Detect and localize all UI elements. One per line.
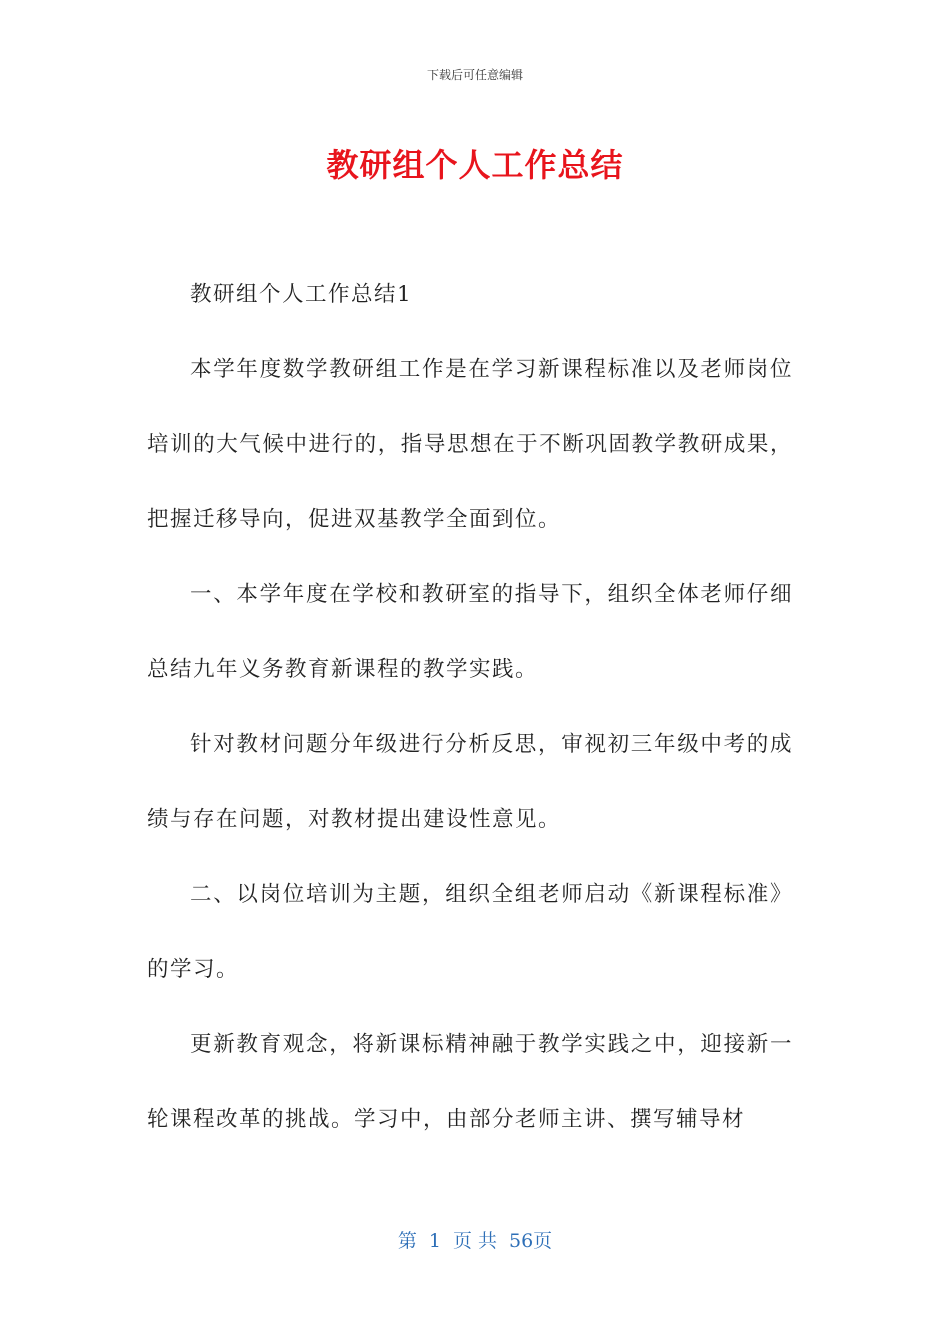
footer-current-page: 1 <box>428 1230 441 1252</box>
paragraph-5: 二、以岗位培训为主题，组织全组老师启动《新课程标准》的学习。 <box>147 882 793 982</box>
paragraph-6: 更新教育观念，将新课标精神融于教学实践之中，迎接新一轮课程改革的挑战。学习中，由部分老师主讲、撰写辅导材 <box>147 1032 793 1132</box>
paragraph-1: 教研组个人工作总结1 <box>190 282 413 307</box>
paragraph-4: 针对教材问题分年级进行分析反思，审视初三年级中考的成绩与存在问题，对教材提出建设性意见。 <box>147 732 793 832</box>
paragraph-3: 一、本学年度在学校和教研室的指导下，组织全体老师仔细总结九年义务教育新课程的教学实践。 <box>147 582 793 682</box>
paragraph-2: 本学年度数学教研组工作是在学习新课程标准以及老师岗位培训的大气候中进行的，指导思想在于不断巩固教学教研成果，把握迁移导向，促进双基教学全面到位。 <box>147 357 793 532</box>
footer-label-of: 页 共 <box>452 1230 497 1252</box>
page-footer <box>0 1226 950 1253</box>
header-note: 下载后可任意编辑 <box>426 68 523 82</box>
document-title: 教研组个人工作总结 <box>326 146 624 184</box>
footer-label-page: 第 <box>397 1230 417 1252</box>
document-body <box>147 257 793 1157</box>
footer-total-pages: 56页 <box>508 1230 553 1252</box>
